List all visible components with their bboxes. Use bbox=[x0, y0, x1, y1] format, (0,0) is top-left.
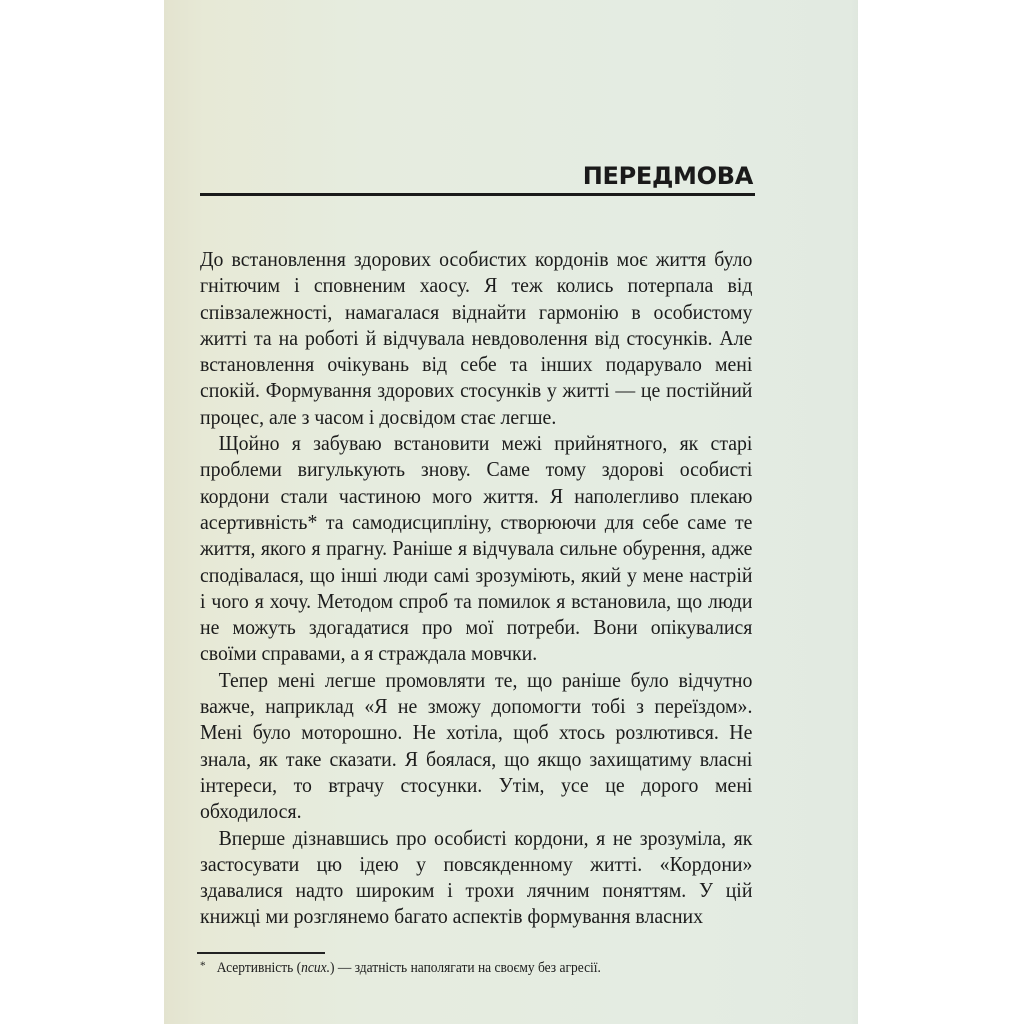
paragraph: Вперше дізнавшись про особисті кордони, я не зрозуміла, як застосувати цю ідею у повсякденному житті. «Кордони» здавалися надто широким і трохи лячним поняттям. У цій книжці ми розглянемо багато аспектів формування власних bbox=[200, 825, 753, 929]
footnote-marker: * bbox=[200, 958, 206, 972]
footnote-rule bbox=[197, 952, 325, 954]
book-page bbox=[164, 0, 858, 1024]
chapter-heading: ПЕРЕДМОВА bbox=[582, 162, 753, 190]
paragraph: Щойно я забуваю встановити межі прийнятного, як старі проблеми вигулькують знову. Саме тому здорові особисті кордони стали частиною мого життя. Я наполегливо плекаю асертивність* та самодисципліну, створюючи для себе саме те життя, якого я прагну. Раніше я відчувала сильне обурення, адже сподівалася, що інші люди самі зрозуміють, який у мене настрій і чого я хочу. Методом спроб та помилок я встановила, що люди не можуть здогадатися про мої потреби. Вони опікувалися своїми справами, а я страждала мовчки. bbox=[200, 431, 753, 666]
paragraph: До встановлення здорових особистих кордонів моє життя було гнітючим і сповненим хаосу. Я теж колись потерпала від співзалежності, намагалася віднайти гармонію в особистому житті та на роботі й відчувала невдоволення від стосунків. Але встановлення очікувань від себе та інших подарувало мені спокій. Формування здорових стосунків у житті — це постійний процес, але з часом і досвідом стає легше. bbox=[200, 247, 753, 429]
footnote-abbreviation: псих. bbox=[301, 960, 331, 976]
footnote bbox=[200, 958, 601, 977]
paragraph: Тепер мені легше промовляти те, що раніше було відчутно важче, наприклад «Я не зможу допомогти тобі з переїздом». Мені було моторошно. Не хотіла, щоб хтось розлютився. Не знала, як таке сказати. Я боялася, що якщо захищатиму власні інтереси, то втрачу стосунки. Утім, усе це дорого мені обходилося. bbox=[200, 667, 753, 824]
body-text bbox=[200, 246, 752, 930]
footnote-definition: ) — здатність наполягати на своєму без агресії. bbox=[330, 960, 601, 976]
footnote-term: Асертивність ( bbox=[216, 960, 302, 976]
heading-rule bbox=[200, 193, 755, 196]
